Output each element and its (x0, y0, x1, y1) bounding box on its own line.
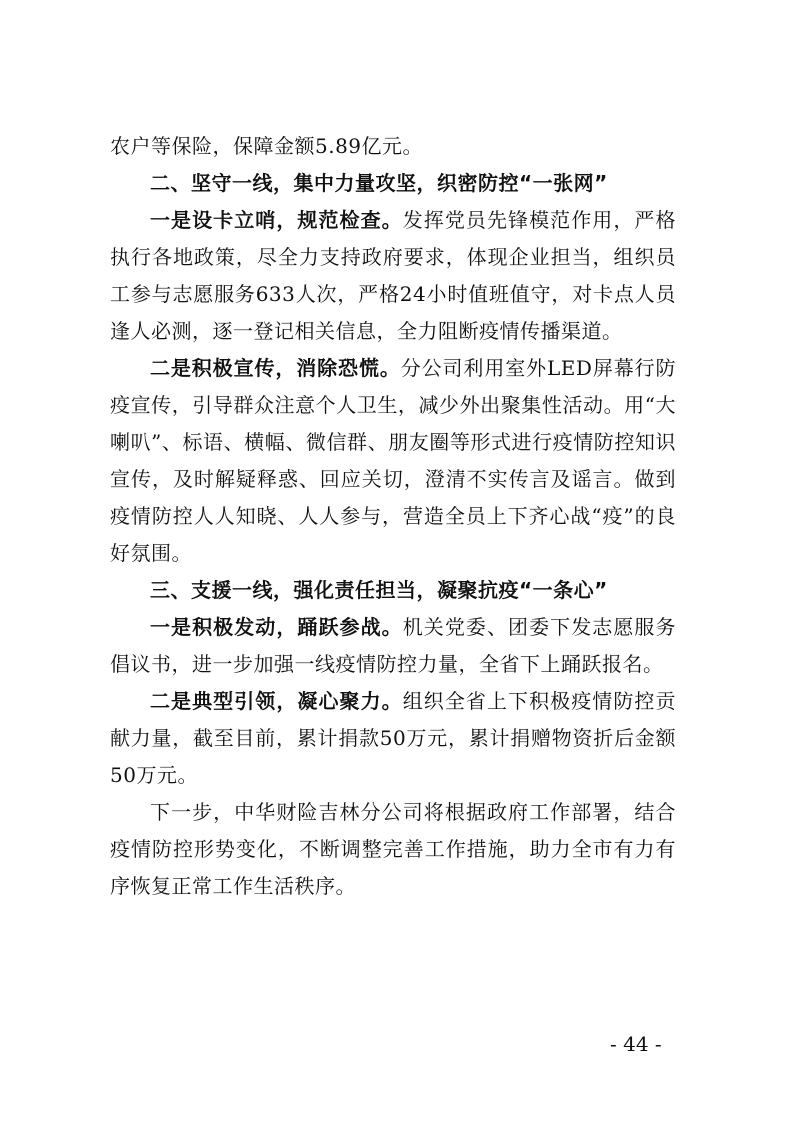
paragraph-item (110, 683, 676, 794)
page-number: - 44 - (610, 1032, 662, 1056)
document-body (110, 128, 676, 905)
heading-text: 三、支援一线，强化责任担当，凝聚抗疫“一条心” (150, 578, 608, 602)
paragraph-lead: 二是积极宣传，消除恐慌。 (150, 356, 401, 380)
paragraph-item (110, 202, 676, 350)
paragraph-item (110, 609, 676, 683)
paragraph-lead: 一是设卡立哨，规范检查。 (150, 208, 403, 232)
paragraph-lead: 一是积极发动，踊跃参战。 (150, 615, 403, 639)
paragraph-text: 农户等保险，保障金额5.89亿元。 (110, 134, 424, 158)
paragraph-lead: 二是典型引领，凝心聚力。 (150, 689, 403, 713)
section-heading-3 (110, 572, 676, 609)
section-heading-2 (110, 165, 676, 202)
paragraph-text: 分公司利用室外LED屏幕行防疫宣传，引导群众注意个人卫生，减少外出聚集性活动。用“大喇叭”、标语、横幅、微信群、朋友圈等形式进行疫情防控知识宣传，及时解疑释惑、回应关切，澄清不实传言及谣言。做到疫情防控人人知晓、人人参与，营造全员上下齐心战“疫”的良好氛围。 (110, 356, 677, 565)
paragraph-text: 组织全省上下积极疫情防控贡献力量，截至目前，累计捐款50万元，累计捐赠物资折后金额50万元。 (110, 689, 676, 787)
paragraph-continuation (110, 128, 676, 165)
paragraph-text: 机关党委、团委下发志愿服务倡议书，进一步加强一线疫情防控力量，全省下上踊跃报名。 (110, 615, 676, 676)
paragraph-item (110, 350, 676, 572)
paragraph-text: 下一步，中华财险吉林分公司将根据政府工作部署，结合疫情防控形势变化，不断调整完善工作措施，助力全市有力有序恢复正常工作生活秩序。 (110, 800, 676, 898)
paragraph-text: 发挥党员先锋模范作用，严格执行各地政策，尽全力支持政府要求，体现企业担当，组织员工参与志愿服务633人次，严格24小时值班值守，对卡点人员逢人必测，逐一登记相关信息，全力阻断疫情传播渠道。 (110, 208, 676, 343)
heading-text: 二、坚守一线，集中力量攻坚，织密防控“一张网” (150, 171, 608, 195)
paragraph-conclusion (110, 794, 676, 905)
